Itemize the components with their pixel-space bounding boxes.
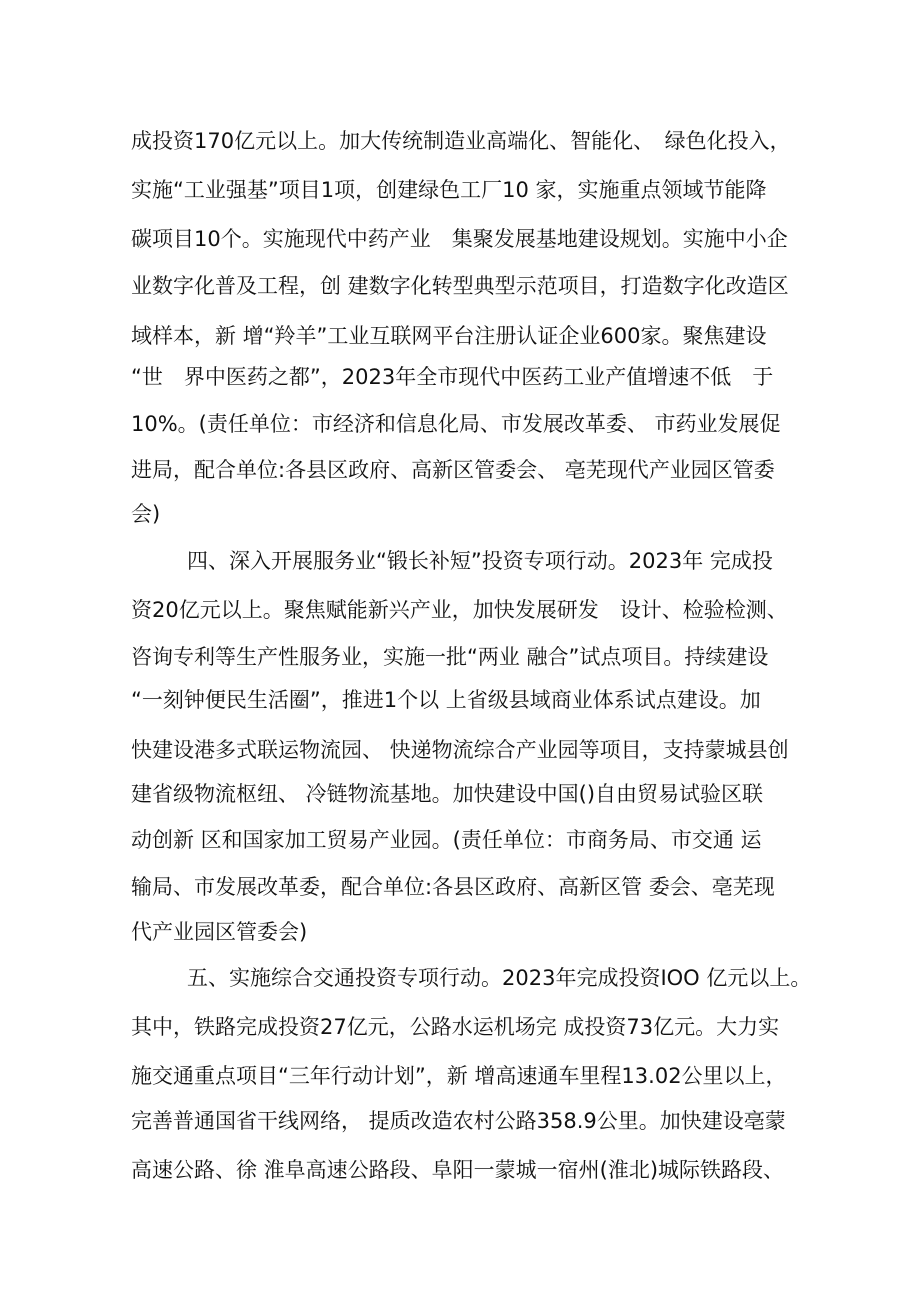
text-line: 进局，配合单位:各县区政府、高新区管委会、 亳芜现代产业园区管委 [131, 458, 775, 482]
text-line: 域样本，新 增“羚羊”工业互联网平台注册认证企业600家。聚焦建设 [131, 324, 767, 348]
text-line: 高速公路、徐 淮阜高速公路段、阜阳一蒙城一宿州(淮北)城际铁路段、 [131, 1158, 785, 1182]
text-line: 动创新 区和国家加工贸易产业园。(责任单位：市商务局、市交通 运 [131, 828, 762, 852]
text-line: 实施“工业强基”项目1项，创建绿色工厂10 家，实施重点领域节能降 [131, 178, 767, 202]
text-line: “一刻钟便民生活圈”，推进1个以 上省级县域商业体系试点建设。加 [131, 688, 761, 712]
text-line: 成投资170亿元以上。加大传统制造业高端化、智能化、 绿色化投入， [131, 129, 791, 153]
text-line: 业数字化普及工程，创 建数字化转型典型示范项目，打造数字化改造区 [131, 274, 789, 298]
section-heading-line: 五、实施综合交通投资专项行动。2023年完成投资IOO 亿元以上。 [187, 966, 812, 990]
text-line: “世 界中医药之都”，2023年全市现代中医药工业产值增速不低 于 [131, 365, 774, 389]
text-line: 施交通重点项目“三年行动计划”，新 增高速通车里程13.02公里以上， [131, 1064, 787, 1088]
text-line: 输局、市发展改革委，配合单位:各县区政府、高新区管 委会、亳芜现 [131, 875, 775, 899]
text-line: 资20亿元以上。聚焦赋能新兴产业，加快发展研发 设计、检验检测、 [131, 598, 788, 622]
text-line: 快建设港多式联运物流园、 快递物流综合产业园等项目，支持蒙城县创 [131, 738, 789, 762]
text-line: 咨询专利等生产性服务业，实施一批“两业 融合”试点项目。持续建设 [131, 645, 769, 669]
text-line: 10%。(责任单位：市经济和信息化局、市发展改革委、 市药业发展促 [131, 412, 781, 436]
text-line: 完善普通国省干线网络， 提质改造农村公路358.9公里。加快建设亳蒙 [131, 1109, 786, 1133]
text-line: 代产业园区管委会) [131, 920, 308, 944]
text-line: 建省级物流枢纽、 冷链物流基地。加快建设中国()自由贸易试验区联 [131, 782, 764, 806]
section-heading-line: 四、深入开展服务业“锻长补短”投资专项行动。2023年 完成投 [187, 549, 773, 573]
text-line: 其中，铁路完成投资27亿元，公路水运机场完 成投资73亿元。大力实 [131, 1015, 780, 1039]
text-line: 碳项目10个。实施现代中药产业 集聚发展基地建设规划。实施中小企 [131, 227, 788, 251]
text-line: 会) [131, 502, 161, 526]
